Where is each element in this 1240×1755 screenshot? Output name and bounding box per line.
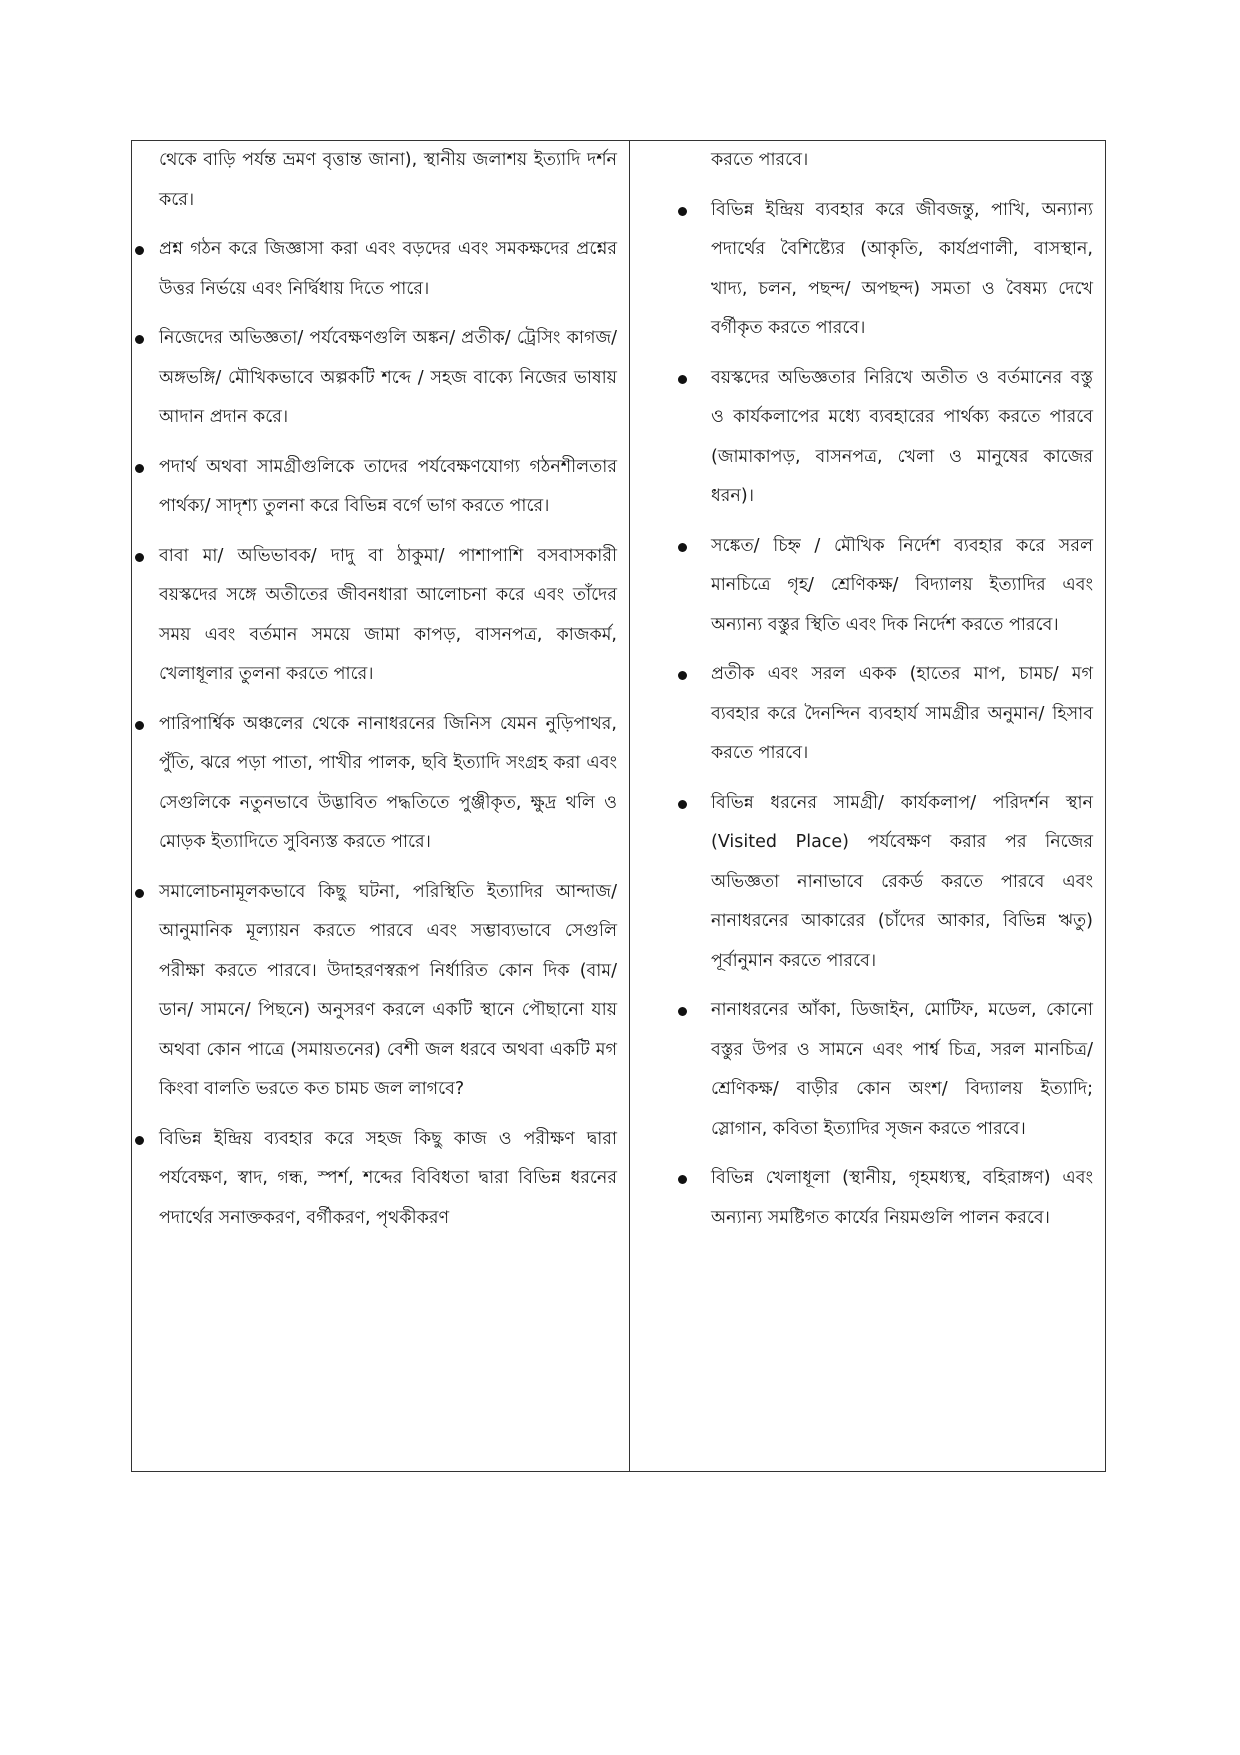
bullet-icon xyxy=(678,543,687,552)
right-list-item xyxy=(640,191,1093,349)
left-item-text: নিজেদের অভিজ্ঞতা/ পর্যবেক্ষণগুলি অঙ্কন/ প্রতীক/ ট্রেসিং কাগজ/ অঙ্গভঙ্গি/ মৌখিকভাবে অল্পকটি শব্দে / সহজ বাক্যে নিজের ভাষায় আদান প্রদান করে। xyxy=(159,328,617,427)
left-list-item xyxy=(142,1120,617,1239)
right-list-item xyxy=(640,784,1093,982)
right-item-text: সঙ্কেত/ চিহ্ন / মৌখিক নির্দেশ ব্যবহার করে সরল মানচিত্রে গৃহ/ শ্রেণিকক্ষ/ বিদ্যালয় ইত্যাদির এবং অন্যান্য বস্তুর স্থিতি এবং দিক নির্দেশ করতে পারবে। xyxy=(711,535,1093,635)
bullet-icon xyxy=(135,1136,144,1145)
bullet-icon xyxy=(678,800,687,809)
left-item-text: সমালোচনামূলকভাবে কিছু ঘটনা, পরিস্থিতি ইত্যাদির আন্দাজ/ আনুমানিক মূল্যায়ন করতে পারবে এবং সম্ভাব্যভাবে সেগুলি পরীক্ষা করতে পারবে। উদাহরণস্বরূপ নির্ধারিত কোন দিক (বাম/ ডান/ সামনে/ পিছনে) অনুসরণ করলে একটি স্থানে পৌছানো যায় অথবা কোন পাত্রে (সমায়তনের) বেশী জল ধরবে অথবা একটি মগ কিংবা বালতি ভরতে কত চামচ জল লাগবে? xyxy=(159,881,617,1099)
left-list-item xyxy=(142,537,617,695)
right-item-text: বিভিন্ন ইন্দ্রিয় ব্যবহার করে জীবজন্তু, পাখি, অন্যান্য পদার্থের বৈশিষ্ট্যের (আকৃতি, কার্যপ্রণালী, বাসস্থান, খাদ্য, চলন, পছন্দ/ অপছন্দ) সমতা ও বৈষম্য দেখে বর্গীকৃত করতে পারবে। xyxy=(711,199,1093,338)
left-list-item xyxy=(142,873,617,1110)
left-continuation-text: থেকে বাড়ি পর্যন্ত ভ্রমণ বৃত্তান্ত জানা), স্থানীয় জলাশয় ইত্যাদি দর্শন করে। xyxy=(159,150,617,210)
bullet-icon xyxy=(135,721,144,730)
right-item-text: নানাধরনের আঁকা, ডিজাইন, মোটিফ, মডেল, কোনো বস্তুর উপর ও সামনে এবং পার্শ্ব চিত্র, সরল মানচিত্র/ শ্রেণিকক্ষ/ বাড়ীর কোন অংশ/ বিদ্যালয় ইত্যাদি; স্লোগান, কবিতা ইত্যাদির সৃজন করতে পারবে। xyxy=(711,1000,1093,1139)
bullet-icon xyxy=(135,246,144,255)
right-item-text: বিভিন্ন খেলাধূলা (স্থানীয়, গৃহমধ্যস্থ, বহিরাঙ্গণ) এবং অন্যান্য সমষ্টিগত কার্যের নিয়মগুলি পালন করবে। xyxy=(711,1168,1093,1228)
left-item-text: বাবা মা/ অভিভাবক/ দাদু বা ঠাকুমা/ পাশাপাশি বসবাসকারী বয়স্কদের সঙ্গে অতীতের জীবনধারা আলোচনা করে এবং তাঁদের সময় এবং বর্তমান সময়ে জামা কাপড়, বাসনপত্র, কাজকর্ম, খেলাধূলার তুলনা করতে পারে। xyxy=(159,545,617,684)
bullet-icon xyxy=(135,464,144,473)
right-column xyxy=(630,141,1105,1471)
left-list-item xyxy=(142,230,617,309)
left-item-text: বিভিন্ন ইন্দ্রিয় ব্যবহার করে সহজ কিছু কাজ ও পরীক্ষণ দ্বারা পর্যবেক্ষণ, স্বাদ, গন্ধ, স্পর্শ, শব্দের বিবিধতা দ্বারা বিভিন্ন ধরনের পদার্থের সনাক্তকরণ, বর্গীকরণ, পৃথকীকরণ xyxy=(159,1128,617,1228)
right-list-item xyxy=(640,655,1093,774)
left-item-text: পারিপার্শ্বিক অঞ্চলের থেকে নানাধরনের জিনিস যেমন নুড়িপাথর, পুঁতি, ঝরে পড়া পাতা, পাখীর পালক, ছবি ইত্যাদি সংগ্রহ করা এবং সেগুলিকে নতুনভাবে উদ্ভাবিত পদ্ধতিতে পুঞ্জীকৃত, ক্ষুদ্র থলি ও মোড়ক ইত্যাদিতে সুবিন্যস্ত করতে পারে। xyxy=(159,713,617,852)
bullet-icon xyxy=(135,889,144,898)
left-column xyxy=(132,141,630,1471)
bullet-icon xyxy=(678,1175,687,1184)
bullet-icon xyxy=(678,207,687,216)
bullet-icon xyxy=(135,553,144,562)
left-item-text: পদার্থ অথবা সামগ্রীগুলিকে তাদের পর্যবেক্ষণযোগ্য গঠনশীলতার পার্থক্য/ সাদৃশ্য তুলনা করে বিভিন্ন বর্গে ভাগ করতে পারে। xyxy=(159,456,617,516)
left-list-item xyxy=(142,319,617,438)
right-item-text: বিভিন্ন ধরনের সামগ্রী/ কার্যকলাপ/ পরিদর্শন স্থান (Visited Place) পর্যবেক্ষণ করার পর নিজের অভিজ্ঞতা নানাভাবে রেকর্ড করতে পারবে এবং নানাধরনের আকারের (চাঁদের আকার, বিভিন্ন ঋতু) পূর্বানুমান করতে পারবে। xyxy=(711,792,1093,971)
bullet-icon xyxy=(678,375,687,384)
right-list-item xyxy=(640,359,1093,517)
right-item-text: প্রতীক এবং সরল একক (হাতের মাপ, চামচ/ মগ ব্যবহার করে দৈনন্দিন ব্যবহার্য সামগ্রীর অনুমান/ হিসাব করতে পারবে। xyxy=(711,664,1093,763)
bullet-icon xyxy=(135,335,144,344)
right-item-text: বয়স্কদের অভিজ্ঞতার নিরিখে অতীত ও বর্তমানের বস্তু ও কার্যকলাপের মধ্যে ব্যবহারের পার্থক্য করতে পারবে (জামাকাপড়, বাসনপত্র, খেলা ও মানুষের কাজের ধরন)। xyxy=(711,367,1093,506)
right-continuation-text: করতে পারবে। xyxy=(711,150,809,170)
left-item-text: প্রশ্ন গঠন করে জিজ্ঞাসা করা এবং বড়দের এবং সমকক্ষদের প্রশ্নের উত্তর নির্ভয়ে এবং নির্দ্বিধায় দিতে পারে। xyxy=(159,239,617,299)
bullet-icon xyxy=(678,671,687,680)
right-list-item xyxy=(640,527,1093,646)
right-list-item xyxy=(640,991,1093,1149)
left-list-item xyxy=(142,448,617,527)
left-list-item xyxy=(142,705,617,863)
right-list-item xyxy=(640,1159,1093,1238)
learning-outcomes-table xyxy=(131,140,1106,1472)
bullet-icon xyxy=(678,1007,687,1016)
